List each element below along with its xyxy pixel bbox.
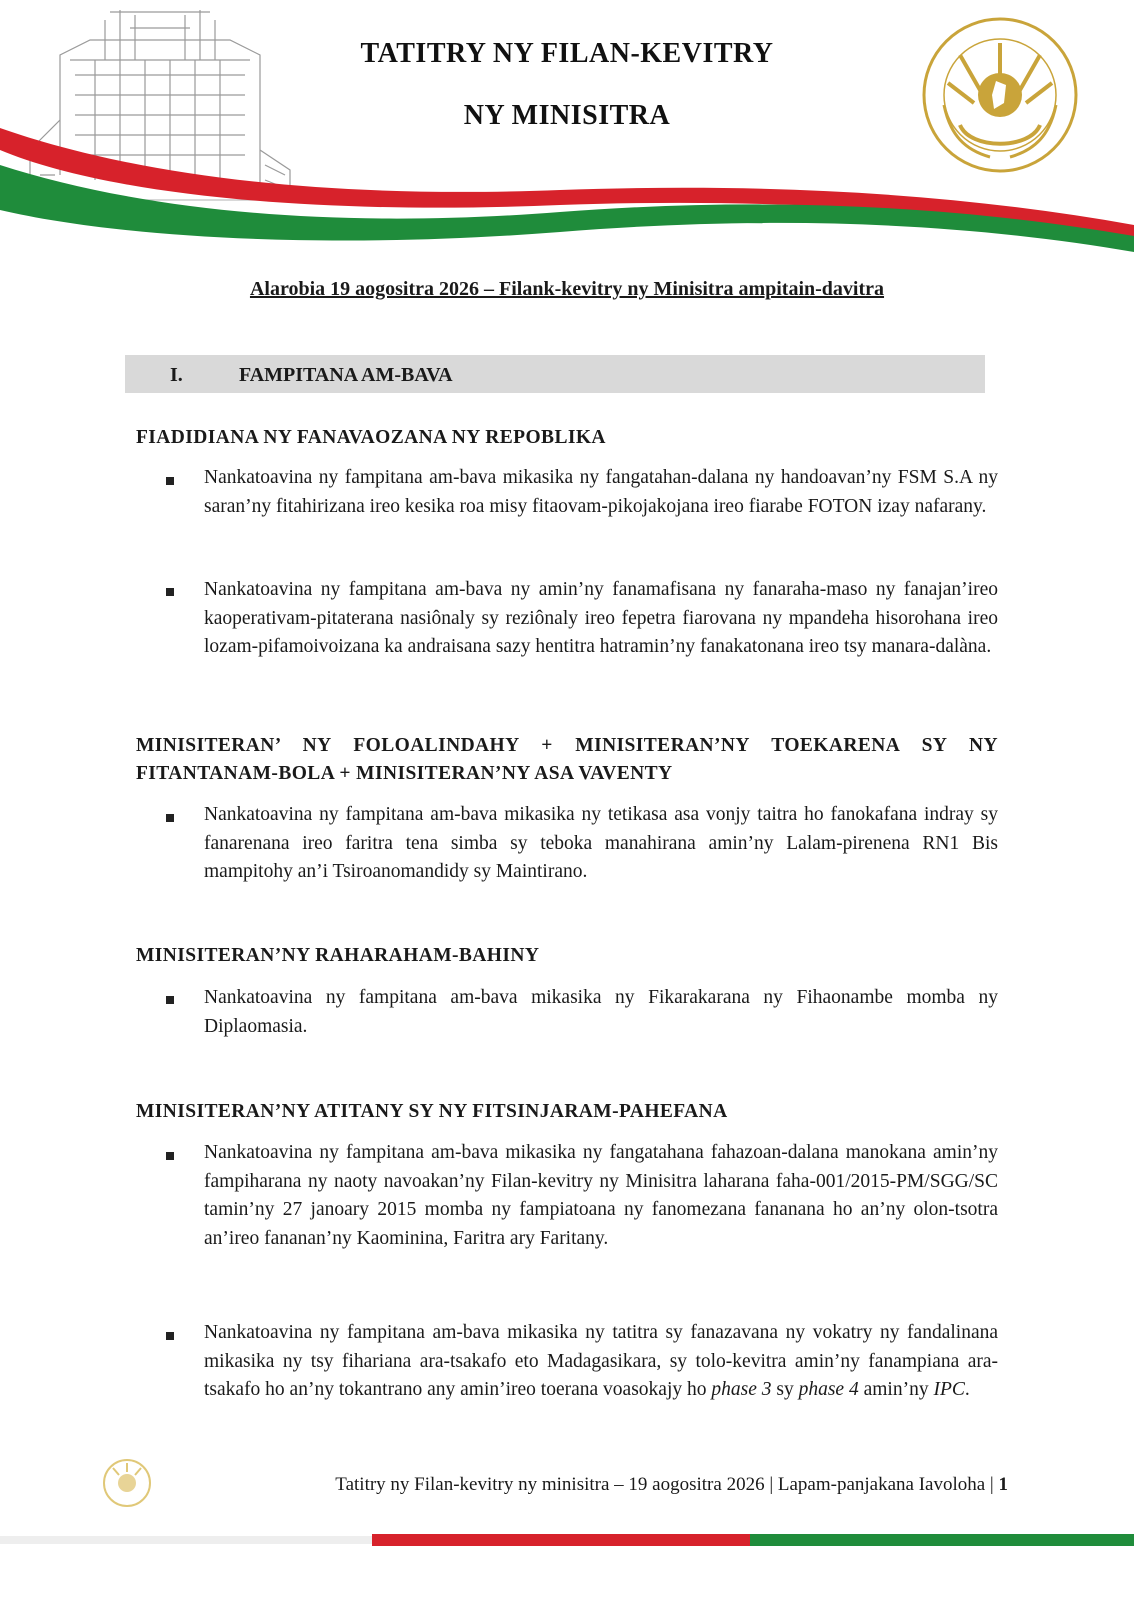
decision-item: Nankatoavina ny fampitana am-bava mikasika ny Fikarakarana ny Fihaonambe momba ny Diplaomasia.	[204, 987, 998, 1037]
section-header	[125, 355, 985, 393]
bullet-marker	[166, 1332, 174, 1340]
decision-item: Nankatoavina ny fampitana am-bava mikasika ny tatitra sy fanazavana ny vokatry ny fandalinana mikasika ny tsy fihariana ara-tsakafo eto Madagasikara, sy tolo-kevitra amin’ny fanampiana ara-tsakafo ho an’ny tokantrano any amin’ireo toerana voasokajy ho phase 3 sy phase 4 amin’ny IPC.	[204, 1322, 998, 1400]
bullet-marker	[166, 814, 174, 822]
document-title-line2: NY MINISITRA	[463, 100, 671, 131]
section-title: FAMPITANA AM-BAVA	[239, 364, 453, 386]
decision-item: Nankatoavina ny fampitana am-bava mikasika ny fangatahana fahazoan-dalana manokana amin’ny fampiharana ny naoty navoakan’ny Filan-kevitry ny Minisitra laharana faha-001/2015-PM/SGG/SC tamin’ny 27 janoary 2015 momba ny fampiatoana ny fanomezana fananana ho an’ny olon-tsotra an’ireo fananan’ny Kaominina, Faritra ary Faritany.	[204, 1142, 998, 1249]
bullet-marker	[166, 477, 174, 485]
decision-item: Nankatoavina ny fampitana am-bava ny amin’ny fanamafisana ny fanaraha-maso ny fanajan’ireo kaoperativam-pitaterana nasiônaly sy reziônaly ireo fepetra fiarovana ny mpandeha hisorohana ireo lozam-pifamoivoizana ka andraisana sazy hentitra hatramin’ny fanakatonana ireo tsy manara-dalàna.	[204, 579, 998, 657]
bullet-marker	[166, 588, 174, 596]
document-title-line1: TATITRY NY FILAN-KEVITRY	[360, 38, 774, 69]
ministry-heading: MINISITERAN’NY RAHARAHAM-BAHINY	[136, 945, 540, 966]
meeting-date-line: Alarobia 19 aogositra 2026 – Filank-kevitry ny Minisitra ampitain-davitra	[249, 278, 885, 300]
footer-text: Tatitry ny Filan-kevitry ny minisitra – 19 aogositra 2026 | Lapam-panjakana Iavoloha | 1	[335, 1474, 1008, 1495]
footer-stripe	[0, 1533, 1134, 1547]
ministry-heading: FIADIDIANA NY FANAVAOZANA NY REPOBLIKA	[136, 427, 606, 448]
footer-seal-icon	[102, 1458, 152, 1508]
section-number: I.	[170, 364, 183, 386]
bullet-marker	[166, 1152, 174, 1160]
page-number: 1	[998, 1474, 1008, 1495]
ministry-heading: MINISITERAN’ NY FOLOALINDAHY + MINISITERAN’NY TOEKARENA SY NY FITANTANAM-BOLA + MINISITERAN’NY ASA VAVENTY	[136, 735, 998, 784]
decision-item: Nankatoavina ny fampitana am-bava mikasika ny fangatahan-dalana ny handoavan’ny FSM S.A ny saran’ny fitahirizana ireo kesika roa misy fitaovam-pikojakojana ireo fiarabe FOTON izay nafarany.	[204, 467, 998, 517]
ministry-heading: MINISITERAN’NY ATITANY SY NY FITSINJARAM-PAHEFANA	[136, 1101, 728, 1122]
bullet-marker	[166, 996, 174, 1004]
decision-item: Nankatoavina ny fampitana am-bava mikasika ny tetikasa asa vonjy taitra ho fanokafana indray sy fanarenana ireo faritra tena simba sy teboka manahirana amin’ny Lalam-pirenena RN1 Bis mampitohy an’i Tsiroanomandidy sy Maintirano.	[204, 804, 998, 882]
